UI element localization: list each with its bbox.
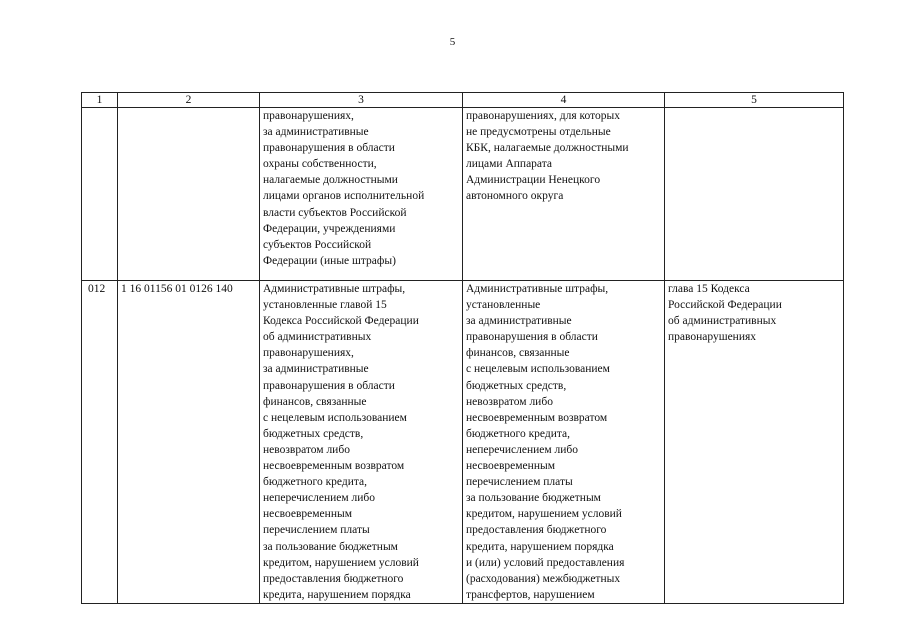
cell-text-line: налагаемые должностными — [263, 174, 398, 187]
cell-text-line: правонарушениях, — [263, 110, 354, 122]
cell-text-line: перечислением платы — [466, 476, 573, 489]
cell-text-line: Федерации, учреждениями — [263, 222, 396, 235]
cell-text-line: за административные — [466, 315, 572, 328]
cell-text-line: Кодекса Российской Федерации — [263, 315, 419, 328]
cell-text-line: за административные — [263, 126, 369, 139]
cell-text-line: не предусмотрены отдельные — [466, 126, 611, 139]
cell-text-line: лицами Аппарата — [466, 158, 553, 171]
page-number: 5 — [449, 36, 456, 48]
cell-text-line: установленные — [466, 299, 541, 312]
cell-text-line: с нецелевым использованием — [466, 363, 610, 376]
cell-text-line: бюджетных средств, — [263, 427, 364, 440]
cell-text-line: несвоевременным возвратом — [263, 460, 405, 473]
cell-text-line: правонарушениях — [668, 331, 757, 344]
row-description-alt-cell — [463, 108, 665, 281]
header-col-1: 1 — [82, 93, 118, 108]
cell-text-line: правонарушения в области — [263, 379, 395, 392]
cell-text-line: (расходования) межбюджетных — [466, 572, 621, 585]
cell-text-line: несвоевременным — [263, 508, 352, 521]
document-table — [81, 92, 844, 604]
table-row — [82, 281, 844, 604]
cell-text-line: за пользование бюджетным — [263, 540, 398, 553]
cell-text-line: охраны собственности, — [263, 158, 377, 171]
cell-text-line: несвоевременным — [466, 460, 555, 473]
row-code-cell — [82, 108, 118, 281]
cell-text-line: об административных — [668, 315, 777, 328]
cell-text-line: бюджетного кредита, — [263, 476, 368, 489]
header-col-5: 5 — [665, 93, 844, 108]
row-kbk-cell — [118, 108, 260, 281]
cell-text-line: перечислением платы — [263, 524, 370, 537]
row-description-alt-cell — [463, 281, 665, 604]
cell-text-line: Российской Федерации — [668, 299, 782, 312]
cell-text-line: за пользование бюджетным — [466, 492, 601, 505]
cell-text-line: правонарушения в области — [466, 331, 598, 344]
cell-text-line: кредитом, нарушением условий — [263, 556, 419, 569]
cell-text-line: предоставления бюджетного — [263, 572, 404, 585]
cell-text-line: установленные главой 15 — [263, 299, 387, 312]
cell-text-line: автономного округа — [466, 190, 564, 203]
header-col-3: 3 — [260, 93, 463, 108]
cell-text-line: несвоевременным возвратом — [466, 411, 608, 424]
cell-text-line: финансов, связанные — [466, 347, 570, 360]
cell-text-line: правонарушения в области — [263, 142, 395, 155]
row-description-cell — [260, 281, 463, 604]
header-col-2: 2 — [118, 93, 260, 108]
cell-text-line: предоставления бюджетного — [466, 524, 607, 537]
cell-text-line: кредитом, нарушением условий — [466, 508, 622, 521]
cell-text-line: за административные — [263, 363, 369, 376]
cell-text-line: кредита, нарушением порядка — [263, 588, 411, 601]
cell-text-line: власти субъектов Российской — [263, 206, 407, 219]
table-row — [82, 108, 844, 281]
cell-text-line: глава 15 Кодекса — [668, 283, 750, 295]
cell-text-line: с нецелевым использованием — [263, 411, 407, 424]
cell-text-line: неперечислением либо — [263, 492, 376, 505]
cell-text-line: трансфертов, нарушением — [466, 588, 595, 601]
cell-text-line: об административных — [263, 331, 372, 344]
cell-text-line: бюджетных средств, — [466, 379, 567, 392]
row-legal-basis-cell — [665, 108, 844, 281]
row-legal-basis-cell — [665, 281, 844, 604]
cell-text-line: невозвратом либо — [466, 395, 553, 408]
cell-text-line: кредита, нарушением порядка — [466, 540, 614, 553]
cell-text-line: правонарушениях, для которых — [466, 110, 620, 122]
header-col-4: 4 — [463, 93, 665, 108]
cell-text-line: лицами органов исполнительной — [263, 190, 425, 203]
cell-text-line: Административные штрафы, — [466, 283, 609, 295]
cell-text-line: бюджетного кредита, — [466, 427, 571, 440]
cell-text-line: неперечислением либо — [466, 443, 579, 456]
cell-text-line: и (или) условий предоставления — [466, 556, 625, 569]
cell-text-line: КБК, налагаемые должностными — [466, 142, 629, 155]
row-code-cell: 012 — [82, 281, 118, 604]
cell-text-line: субъектов Российской — [263, 238, 372, 251]
table-header-row — [82, 93, 844, 108]
row-kbk-cell: 1 16 01156 01 0126 140 — [118, 281, 260, 604]
cell-text-line: финансов, связанные — [263, 395, 367, 408]
cell-text-line: Федерации (иные штрафы) — [263, 254, 396, 267]
cell-text-line: невозвратом либо — [263, 443, 350, 456]
cell-text-line: правонарушениях, — [263, 347, 354, 360]
row-description-cell — [260, 108, 463, 281]
cell-text-line: Администрации Ненецкого — [466, 174, 601, 187]
cell-text-line: Административные штрафы, — [263, 283, 406, 295]
